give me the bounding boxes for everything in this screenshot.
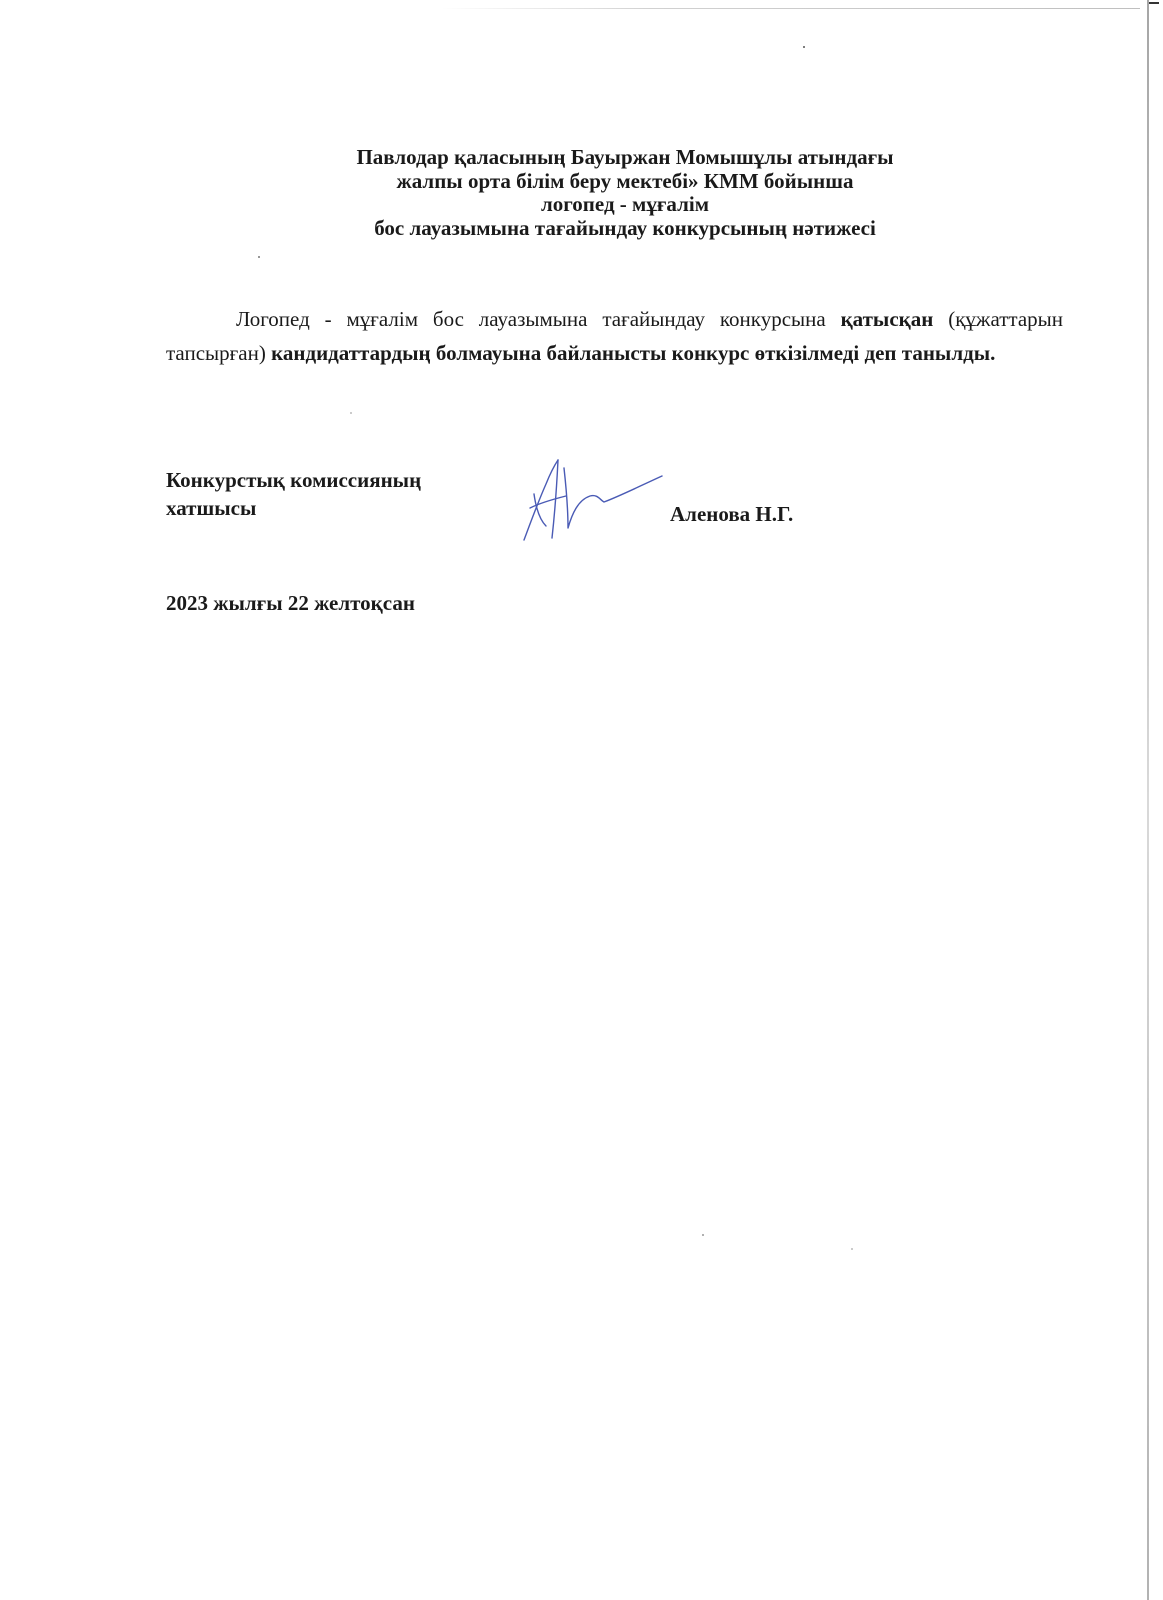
handwritten-signature	[516, 456, 676, 546]
scan-speck	[350, 412, 352, 414]
scan-corner-mark	[1149, 2, 1159, 4]
scan-speck	[851, 1248, 853, 1250]
signature-strokes	[524, 460, 662, 540]
scan-speck	[258, 256, 260, 258]
document-date: 2023 жылғы 22 желтоқсан	[166, 591, 415, 615]
scan-speck	[702, 1234, 704, 1236]
signatory-role	[166, 466, 421, 522]
signature-stroke-5	[564, 468, 662, 528]
scan-edge-top	[440, 8, 1140, 9]
scan-edge-right	[1147, 0, 1149, 1600]
title-line-2: жалпы орта білім беру мектебі» КММ бойынша	[396, 168, 854, 193]
title-line-3: логопед - мұғалім	[541, 192, 709, 216]
body-text-bold-2: кандидаттардың болмауына байланысты конкурс өткізілмеді деп танылды.	[271, 341, 996, 365]
signatory-name: Аленова Н.Г.	[670, 502, 794, 526]
body-text-bold-1: қатысқан	[840, 307, 934, 331]
title-line-1: Павлодар қаласының Бауыржан Момышұлы атындағы	[356, 145, 894, 169]
signatory-role-line-1: Конкурстық комиссияның	[166, 468, 422, 492]
scan-speck	[803, 46, 805, 48]
body-text-part-2: (құжаттарын тапсырған)	[166, 307, 1063, 365]
document-title	[160, 146, 1090, 240]
title-line-4: бос лауазымына тағайындау конкурсының нәтижесі	[374, 215, 876, 240]
body-text-part-1: Логопед - мұғалім бос лауазымына тағайындау конкурсына	[236, 307, 841, 331]
body-paragraph	[166, 302, 1063, 370]
signatory-role-line-2: хатшысы	[166, 496, 257, 520]
